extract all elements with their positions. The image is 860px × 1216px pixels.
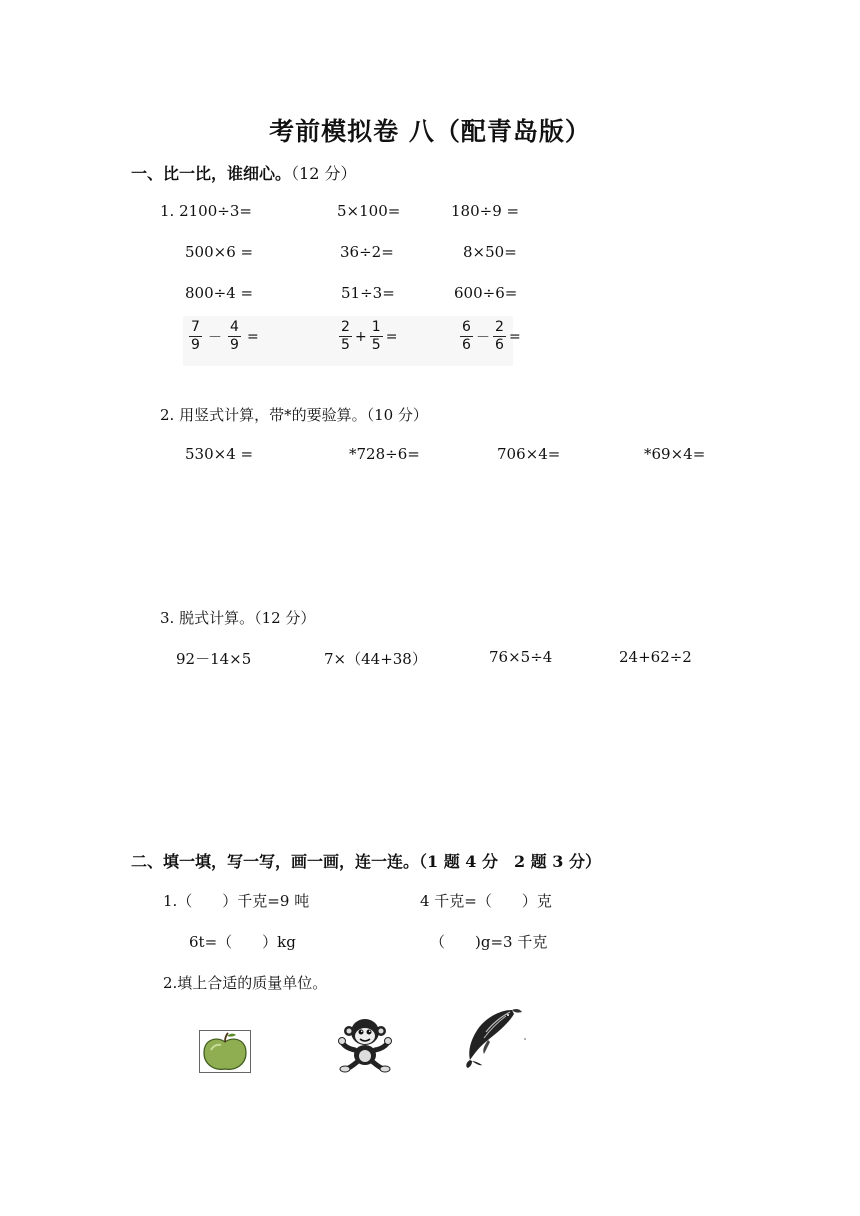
calc-item: 1. 2100÷3=: [160, 202, 252, 220]
denominator: 6: [495, 337, 504, 353]
denominator: 5: [371, 337, 381, 353]
page-title: 考前模拟卷 八（配青岛版）: [269, 117, 591, 146]
vertical-calc-item: *728÷6=: [349, 445, 420, 463]
denominator: 9: [191, 337, 200, 353]
numerator: 1: [371, 319, 381, 335]
calc-item: 180÷9 =: [451, 202, 520, 220]
numerator: 2: [495, 319, 504, 335]
numerator: 7: [191, 319, 200, 335]
calc-item: 5×100=: [337, 202, 401, 220]
operator: －: [476, 329, 490, 346]
section1-heading-text: 一、比一比，谁细心。: [131, 164, 292, 183]
fraction: [460, 319, 473, 354]
fill-blank-item: 6t=（ ）kg: [189, 933, 296, 951]
calc-item: 600÷6=: [454, 284, 518, 302]
fill-blank-item: （ )g=3 千克: [430, 933, 548, 951]
numerator: 2: [341, 319, 350, 335]
fraction-row: [183, 316, 521, 366]
fraction-expression: [337, 319, 398, 354]
operator: －: [208, 329, 222, 346]
denominator: 5: [341, 337, 350, 353]
equals-sign: =: [247, 328, 259, 345]
stepwise-calc-item: 76×5÷4: [489, 648, 553, 666]
fraction-expression: [458, 319, 522, 354]
calc-item: 8×50=: [463, 243, 517, 261]
fraction-expression: [187, 319, 263, 354]
equals-sign: =: [385, 328, 398, 345]
vertical-calc-item: 530×4 =: [185, 445, 254, 463]
calc-item: 36÷2=: [340, 243, 394, 261]
monkey-icon: [336, 1014, 394, 1074]
operator: +: [355, 328, 367, 345]
calc-item: 800÷4 =: [185, 284, 254, 302]
q2-mass-unit-heading: 2.填上合适的质量单位。: [163, 974, 328, 992]
fraction: [228, 319, 241, 354]
section1-heading: [131, 161, 356, 184]
vertical-calc-item: 706×4=: [497, 445, 561, 463]
stepwise-calc-item: 24+62÷2: [619, 648, 692, 666]
calc-item: 500×6 =: [185, 243, 254, 261]
q3-heading: 3. 脱式计算。（12 分）: [160, 609, 316, 627]
denominator: 6: [462, 337, 471, 353]
fill-blank-item: 1.（ ）千克=9 吨: [163, 892, 310, 910]
numerator: 6: [462, 319, 471, 335]
calc-item: 51÷3=: [341, 284, 395, 302]
stepwise-calc-item: 7×（44+38）: [324, 650, 427, 668]
vertical-calc-item: *69×4=: [644, 445, 706, 463]
section1-points: （12 分）: [291, 164, 357, 183]
whale-icon: [462, 1006, 528, 1070]
stepwise-calc-item: 92－14×5: [176, 650, 252, 668]
apple-icon: [199, 1030, 251, 1073]
fraction: [370, 319, 383, 354]
fill-blank-item: 4 千克=（ ）克: [420, 892, 552, 910]
fraction: [189, 319, 202, 354]
section2-heading: 二、填一填，写一写，画一画，连一连。（1 题 4 分 2 题 3 分）: [131, 852, 601, 871]
fraction: [339, 319, 352, 354]
denominator: 9: [230, 337, 239, 353]
numerator: 4: [230, 319, 239, 335]
equals-sign: =: [509, 328, 521, 345]
fraction: [493, 319, 506, 354]
q2-heading: 2. 用竖式计算，带*的要验算。（10 分）: [160, 406, 428, 424]
